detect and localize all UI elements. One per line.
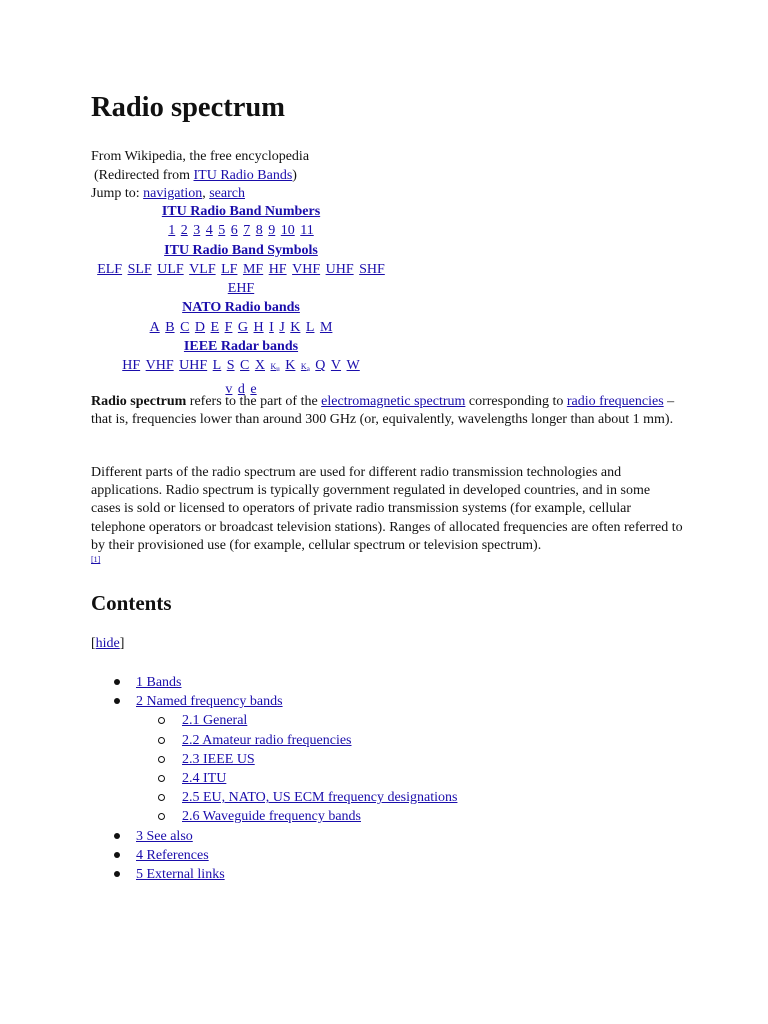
toc-link[interactable]: 2.2 Amateur radio frequencies: [182, 732, 352, 748]
ieee-band-link[interactable]: S: [226, 358, 235, 374]
jump-separator: ,: [202, 186, 210, 202]
article-meta: [91, 148, 309, 204]
toc-item: [91, 750, 457, 769]
circle-bullet-icon: [158, 756, 165, 763]
toc-link[interactable]: 4 References: [136, 847, 209, 863]
toc-link[interactable]: 2 Named frequency bands: [136, 694, 283, 710]
nato-bands-row: [91, 318, 391, 337]
circle-bullet-icon: [158, 813, 165, 820]
circle-bullet-icon: [158, 737, 165, 744]
ieee-band-link[interactable]: X: [254, 358, 265, 374]
itu-number-link[interactable]: 10: [280, 223, 295, 239]
itu-symbol-link[interactable]: ULF: [157, 261, 184, 277]
toc-bracket-close: ]: [119, 636, 125, 651]
toc-item: [91, 865, 457, 884]
itu-number-link[interactable]: 4: [205, 223, 213, 239]
disc-bullet-icon: [114, 679, 120, 685]
ieee-band-link[interactable]: W: [346, 358, 360, 374]
navigation-link[interactable]: navigation: [143, 186, 203, 202]
intro-text-1: refers to the part of the: [186, 394, 322, 409]
disc-bullet-icon: [114, 833, 120, 839]
reference-1-link[interactable]: [1]: [91, 555, 101, 565]
itu-symbol-link[interactable]: SHF: [359, 261, 385, 277]
nato-band-link[interactable]: E: [210, 319, 220, 335]
redirect-notice: [91, 167, 309, 186]
nato-band-link[interactable]: A: [149, 319, 160, 335]
navbox-vde-link[interactable]: d: [237, 381, 245, 397]
nato-band-link[interactable]: I: [269, 319, 274, 335]
toc-item: [91, 673, 457, 692]
page-title: Radio spectrum: [91, 92, 285, 123]
search-link[interactable]: search: [209, 186, 245, 202]
radio-bands-navbox: [91, 202, 391, 399]
em-spectrum-link[interactable]: electromagnetic spectrum: [321, 394, 466, 409]
nato-band-link[interactable]: M: [319, 319, 333, 335]
radio-frequencies-link[interactable]: radio frequencies: [566, 394, 664, 409]
itu-symbols-row: [91, 260, 391, 299]
redirect-link[interactable]: ITU Radio Bands: [193, 167, 293, 183]
table-of-contents: [91, 673, 457, 884]
ieee-band-ku-link-main: K: [270, 362, 277, 372]
circle-bullet-icon: [158, 717, 165, 724]
toc-link[interactable]: 2.4 ITU: [182, 771, 227, 787]
toc-link[interactable]: 2.1 General: [182, 713, 248, 729]
toc-toggle: [91, 636, 124, 652]
itu-number-link[interactable]: 11: [300, 223, 314, 239]
toc-item: [91, 769, 457, 788]
jump-to-label: Jump to:: [91, 186, 144, 202]
term-bold: Radio spectrum: [91, 394, 187, 409]
nato-band-link[interactable]: F: [224, 319, 233, 335]
ieee-band-k-link[interactable]: K: [285, 358, 296, 374]
itu-symbol-link[interactable]: LF: [221, 261, 238, 277]
itu-numbers-row: [91, 221, 391, 240]
ieee-band-link[interactable]: VHF: [145, 358, 174, 374]
navbox-vde-link[interactable]: e: [250, 381, 257, 397]
navbox-vde-link[interactable]: v: [225, 381, 233, 397]
nato-band-link[interactable]: H: [253, 319, 264, 335]
nato-band-link[interactable]: K: [290, 319, 301, 335]
intro-text-3: – that is, frequencies lower than around 300 GHz (or, equivalently, wavelengths longer than about 1 mm).: [91, 394, 675, 428]
nato-band-link[interactable]: L: [305, 319, 315, 335]
itu-symbol-link[interactable]: VHF: [292, 261, 321, 277]
toc-bracket-open: [: [91, 636, 96, 651]
toc-link[interactable]: 2.3 IEEE US: [182, 751, 255, 767]
disc-bullet-icon: [114, 698, 120, 704]
toc-item: [91, 807, 457, 826]
toc-link[interactable]: 5 External links: [136, 867, 225, 883]
ieee-band-link[interactable]: Q: [315, 358, 326, 374]
itu-number-link[interactable]: 2: [180, 223, 188, 239]
toc-item: [91, 711, 457, 730]
circle-bullet-icon: [158, 794, 165, 801]
hide-toc-link[interactable]: hide: [95, 636, 120, 651]
itu-symbol-link[interactable]: SLF: [127, 261, 152, 277]
ieee-band-link[interactable]: L: [212, 358, 222, 374]
itu-number-link[interactable]: 3: [193, 223, 201, 239]
nato-band-link[interactable]: B: [165, 319, 175, 335]
nato-bands-title[interactable]: NATO Radio bands: [182, 300, 300, 316]
nato-band-link[interactable]: G: [237, 319, 249, 335]
itu-number-link[interactable]: 6: [230, 223, 238, 239]
intro-paragraph: [91, 393, 683, 429]
itu-number-link[interactable]: 7: [243, 223, 251, 239]
itu-symbol-link[interactable]: UHF: [325, 261, 354, 277]
ieee-band-link[interactable]: C: [240, 358, 250, 374]
ieee-band-ku-link[interactable]: [271, 358, 280, 373]
ieee-band-link[interactable]: HF: [122, 358, 141, 374]
itu-symbol-link[interactable]: VLF: [189, 261, 216, 277]
nato-band-link[interactable]: J: [279, 319, 285, 335]
ieee-band-ku-link-sub: u: [276, 365, 280, 374]
ieee-band-link[interactable]: UHF: [179, 358, 208, 374]
itu-number-link[interactable]: 8: [255, 223, 263, 239]
intro-text-2: corresponding to: [465, 394, 567, 409]
ieee-bands-row: [91, 356, 391, 379]
disc-bullet-icon: [114, 871, 120, 877]
redirect-suffix: ): [292, 167, 297, 183]
itu-number-link[interactable]: 5: [218, 223, 226, 239]
contents-heading: Contents: [91, 591, 172, 615]
toc-link[interactable]: 1 Bands: [136, 675, 182, 690]
toc-item: [91, 788, 457, 807]
ieee-bands-title[interactable]: IEEE Radar bands: [183, 339, 299, 355]
ieee-band-ka-link-main: K: [300, 362, 307, 372]
itu-symbol-link[interactable]: ELF: [97, 261, 123, 277]
usage-text: Different parts of the radio spectrum are used for different radio transmission technologies and applications. Radio spectrum is typically government regulated in developed countries, and in some cases is sold or licensed to operators of private radio transmission systems (for example, cellular telephone operators or broadcast television stations). Ranges of allocated frequencies are often referred to by their provisioned use (for example, cellular spectrum or television spectrum).: [91, 465, 683, 553]
toc-item: [91, 827, 457, 846]
itu-numbers-title[interactable]: ITU Radio Band Numbers: [161, 204, 321, 219]
usage-paragraph: [91, 464, 683, 569]
nato-band-link[interactable]: D: [194, 319, 206, 335]
redirect-prefix: (Redirected from: [94, 167, 194, 183]
toc-item: [91, 692, 457, 711]
ieee-band-ka-link-sub: a: [306, 365, 310, 374]
nato-band-link[interactable]: C: [180, 319, 190, 335]
disc-bullet-icon: [114, 852, 120, 858]
itu-symbol-link[interactable]: MF: [242, 261, 264, 277]
ieee-band-ka-link[interactable]: [301, 358, 310, 373]
ieee-band-link[interactable]: V: [330, 358, 342, 374]
circle-bullet-icon: [158, 775, 165, 782]
itu-symbol-link[interactable]: EHF: [227, 281, 255, 297]
itu-symbols-title[interactable]: ITU Radio Band Symbols: [164, 242, 318, 258]
toc-link[interactable]: 2.5 EU, NATO, US ECM frequency designations: [182, 790, 458, 806]
itu-symbol-link[interactable]: HF: [268, 261, 287, 277]
itu-number-link[interactable]: 9: [268, 223, 276, 239]
toc-item: [91, 731, 457, 750]
toc-link[interactable]: 3 See also: [136, 828, 193, 844]
itu-number-link[interactable]: 1: [168, 223, 176, 239]
toc-link[interactable]: 2.6 Waveguide frequency bands: [182, 809, 361, 825]
site-subtitle: From Wikipedia, the free encyclopedia: [91, 149, 310, 164]
toc-item: [91, 846, 457, 865]
